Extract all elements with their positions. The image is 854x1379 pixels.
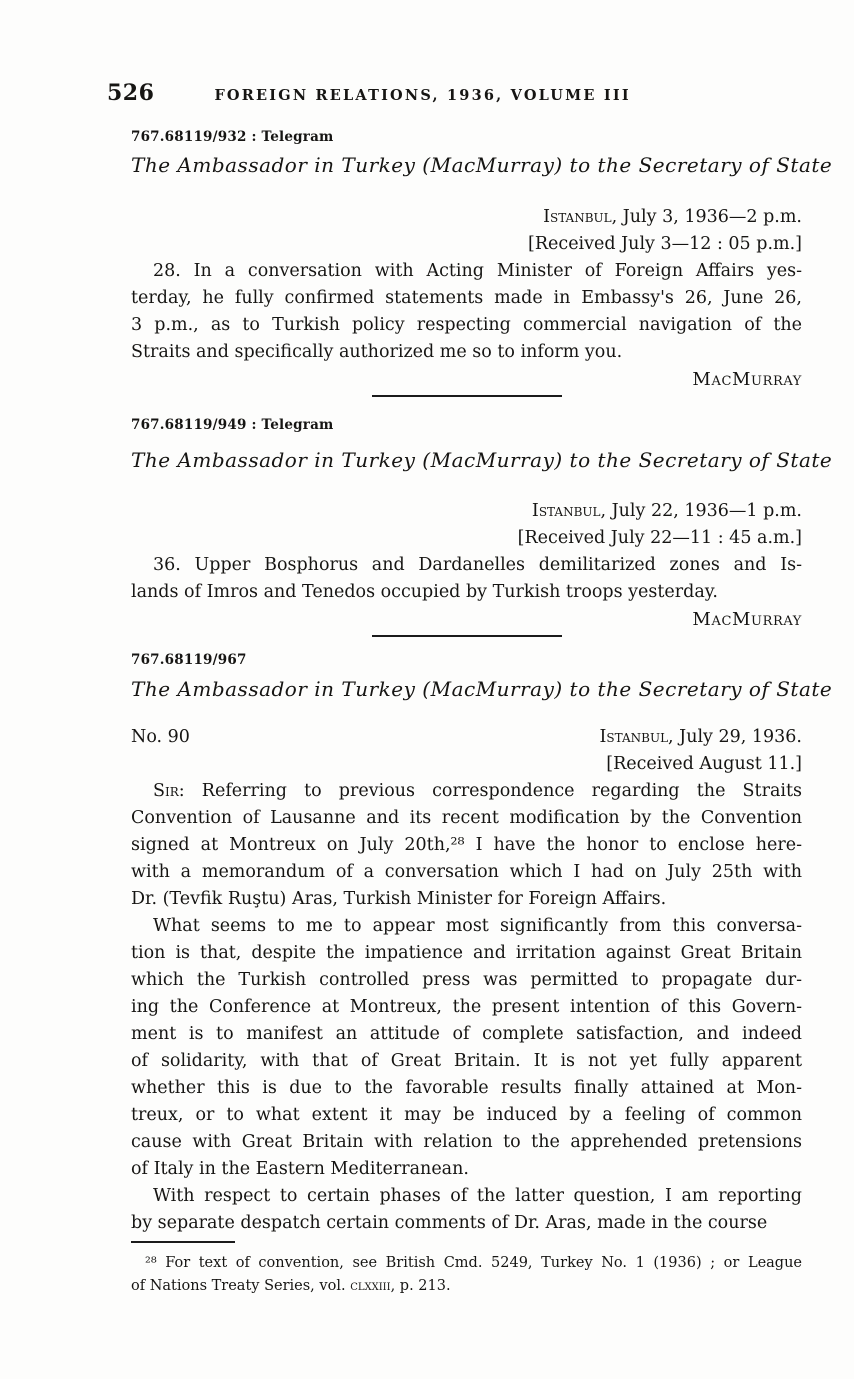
text-line: 36. Upper Bosphorus and Dardanelles demilitarized zones and Is- bbox=[153, 555, 802, 575]
document-heading: The Ambassador in Turkey (MacMurray) to the Secretary of State bbox=[131, 448, 833, 472]
dateline: Istanbul, July 29, 1936. bbox=[599, 727, 802, 747]
received-line: [Received July 3—12 : 05 p.m.] bbox=[528, 234, 802, 254]
despatch-paragraph bbox=[131, 778, 802, 913]
document-entry-telegram-932 bbox=[131, 128, 833, 393]
text-line: 3 p.m., as to Turkish policy respecting commercial navigation of the bbox=[131, 315, 802, 335]
text-line: of Nations Treaty Series, vol. clxxiii, p. 213. bbox=[131, 1278, 451, 1294]
received-line: [Received August 11.] bbox=[606, 754, 802, 774]
footnote-rule bbox=[131, 1241, 235, 1243]
document-entry-telegram-949 bbox=[131, 416, 833, 633]
small-caps-text: Istanbul bbox=[599, 727, 669, 747]
text-line: which the Turkish controlled press was permitted to propagate dur- bbox=[131, 970, 802, 990]
signature bbox=[131, 606, 802, 633]
text-line: lands of Imros and Tenedos occupied by Turkish troops yesterday. bbox=[131, 582, 718, 602]
section-divider bbox=[372, 395, 562, 397]
text-line: signed at Montreux on July 20th,²⁸ I have the honor to enclose here- bbox=[131, 835, 802, 855]
small-caps-text: Sir bbox=[153, 781, 179, 801]
section-divider bbox=[372, 635, 562, 637]
running-title: FOREIGN RELATIONS, 1936, VOLUME III bbox=[214, 87, 631, 104]
document-entry-despatch-90 bbox=[131, 651, 833, 1237]
text-line: cause with Great Britain with relation to the apprehended pretensions bbox=[131, 1132, 802, 1152]
text-line: ²⁸ For text of convention, see British Cmd. 5249, Turkey No. 1 (1936) ; or League bbox=[145, 1255, 802, 1271]
small-caps-text: MacMurray bbox=[692, 369, 802, 390]
text-line: 28. In a conversation with Acting Minister of Foreign Affairs yes- bbox=[153, 261, 802, 281]
small-caps-text: clxxiii bbox=[350, 1278, 391, 1294]
telegram-body bbox=[131, 552, 802, 606]
small-caps-text: Istanbul bbox=[531, 501, 601, 521]
text-line: of solidarity, with that of Great Britain. It is not yet fully apparent bbox=[131, 1051, 802, 1071]
file-number: 767.68119/967 bbox=[131, 652, 247, 668]
page-content bbox=[131, 128, 833, 1298]
text-line: terday, he fully confirmed statements made in Embassy's 26, June 26, bbox=[131, 288, 802, 308]
dateline: Istanbul, July 3, 1936—2 p.m. bbox=[543, 207, 802, 227]
text-line: whether this is due to the favorable results finally attained at Mon- bbox=[131, 1078, 802, 1098]
document-heading: The Ambassador in Turkey (MacMurray) to the Secretary of State bbox=[131, 677, 833, 701]
signature bbox=[131, 366, 802, 393]
small-caps-text: MacMurray bbox=[692, 609, 802, 630]
received-line: [Received July 22—11 : 45 a.m.] bbox=[517, 528, 802, 548]
footnote bbox=[131, 1252, 802, 1298]
text-line: treux, or to what extent it may be induced by a feeling of common bbox=[131, 1105, 802, 1125]
dateline: Istanbul, July 22, 1936—1 p.m. bbox=[531, 501, 802, 521]
text-line: Convention of Lausanne and its recent modification by the Convention bbox=[131, 808, 802, 828]
running-header bbox=[107, 80, 802, 104]
text-line: Dr. (Tevfik Ruştu) Aras, Turkish Minister for Foreign Affairs. bbox=[131, 889, 667, 909]
text-line: of Italy in the Eastern Mediterranean. bbox=[131, 1159, 469, 1179]
text-line: What seems to me to appear most significantly from this conversa- bbox=[153, 916, 802, 936]
text-line: With respect to certain phases of the latter question, I am reporting bbox=[153, 1186, 802, 1206]
text-line: Sir: Referring to previous correspondence regarding the Straits bbox=[153, 781, 802, 801]
despatch-paragraph bbox=[131, 1183, 802, 1237]
telegram-body bbox=[131, 258, 802, 366]
file-number: 767.68119/949 : Telegram bbox=[131, 417, 334, 433]
document-heading: The Ambassador in Turkey (MacMurray) to the Secretary of State bbox=[131, 153, 833, 177]
text-line: ment is to manifest an attitude of complete satisfaction, and indeed bbox=[131, 1024, 802, 1044]
text-line: Straits and specifically authorized me so to inform you. bbox=[131, 342, 623, 362]
page-number: 526 bbox=[107, 80, 155, 106]
file-number: 767.68119/932 : Telegram bbox=[131, 129, 334, 145]
text-line: ing the Conference at Montreux, the present intention of this Govern- bbox=[131, 997, 802, 1017]
small-caps-text: Istanbul bbox=[543, 207, 612, 227]
text-line: with a memorandum of a conversation which I had on July 25th with bbox=[131, 862, 802, 882]
text-line: by separate despatch certain comments of Dr. Aras, made in the course bbox=[131, 1213, 768, 1233]
despatch-paragraph bbox=[131, 913, 802, 1183]
despatch-number: No. 90 bbox=[131, 727, 190, 747]
despatch-number-row bbox=[131, 724, 802, 751]
text-line: tion is that, despite the impatience and irritation against Great Britain bbox=[131, 943, 802, 963]
